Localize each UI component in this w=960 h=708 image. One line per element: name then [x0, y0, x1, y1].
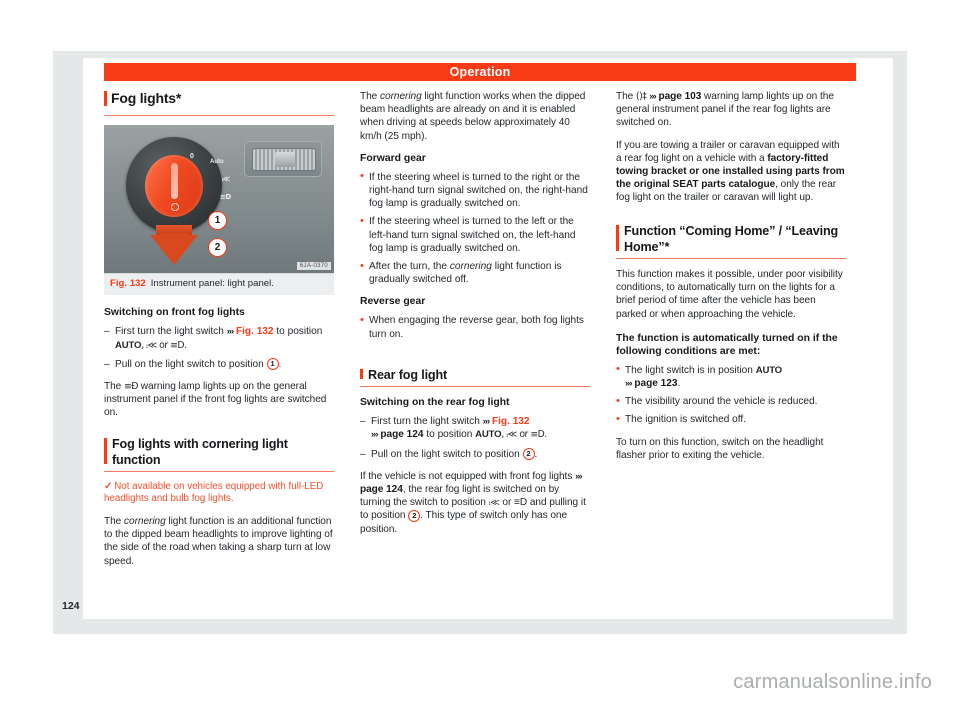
figure-caption [104, 273, 334, 295]
cornering-intro-italic: cornering [380, 91, 422, 102]
front-fog-step-2-text: Pull on the light switch to position [115, 358, 264, 370]
figure-image [104, 125, 334, 273]
cornering-intro-b: light function works when the dipped beam headlights are already on and it is enabled when driving at speeds below approximately 40 km/h (25 mph). [360, 91, 586, 142]
dimmer-hub [275, 152, 295, 167]
page-number: 124 [62, 600, 80, 612]
rear-fog-step-2-position: 2 [523, 448, 535, 460]
xref-arrows-icon-rear2: ››› [575, 470, 582, 482]
chapter-title [104, 90, 334, 108]
dial-knob-dot-icon [171, 203, 179, 211]
running-header [104, 63, 856, 81]
cornering-description-paragraph [104, 515, 334, 568]
conditions-bullets [616, 364, 846, 427]
chapter-title-text: Fog lights* [111, 90, 182, 106]
content-columns [104, 90, 860, 620]
xref-arrows-icon-right: ››› [649, 91, 656, 102]
rear-fog-step-1-symbols: , ⨾≪ or ≡D. [501, 429, 547, 441]
pull-arrow-head-icon [150, 235, 198, 265]
section-accent-bar-coming-home [616, 225, 619, 251]
section-heading-coming-home-text: Function “Coming Home” / “Leaving Home”* [624, 223, 839, 254]
condition-1-pageref: page 123 [634, 377, 678, 389]
check-icon: ✓ [104, 480, 113, 492]
cornering-desc-italic: cornering [124, 516, 166, 527]
figure-caption-label: Fig. 132 [110, 278, 146, 290]
after-turn-b: light function is gradually switched off. [369, 261, 562, 286]
reverse-gear-bullet: • When engaging the reverse gear, both fog lights turn on. [360, 314, 590, 340]
reverse-gear-bullets [360, 314, 590, 340]
figure-code: 6JA-0370 [297, 262, 331, 270]
trailer-b: , only the rear fog light on the trailer or caravan will light up. [616, 179, 837, 204]
cornering-desc-a: The [104, 516, 122, 527]
figure-132 [104, 125, 334, 295]
rear-fog-warning-lamp-paragraph [616, 90, 846, 130]
figure-callout-2: 2 [208, 238, 227, 257]
rear-warn-b: warning lamp lights up on the general instrument panel if the rear fog lights are switched on. [616, 91, 834, 129]
front-fog-step-1-figref: Fig. 132 [235, 326, 274, 338]
dial-knob-indicator [171, 163, 178, 199]
xref-arrows-icon-rear: ››› [482, 416, 490, 428]
rear-warn-pageref: page 103 [658, 91, 702, 102]
rear-fog-lamp-icon: ()‡ [636, 91, 647, 102]
column-middle [360, 90, 590, 545]
dimmer-wheel [252, 148, 316, 171]
dial-knob [145, 155, 203, 217]
front-fog-lamp-icon: ≡Đ [124, 380, 139, 392]
section-heading-rear-fog-text: Rear fog light [368, 367, 448, 382]
forward-gear-bullet-left: • If the steering wheel is turned to the left or the left-hand turn signal switched on, the left-hand fog lamp is gradually switched on. [360, 215, 590, 255]
section-rule-cornering [104, 471, 334, 472]
rear-para-a: If the vehicle is not equipped with front fog lights [360, 470, 573, 482]
heading-conditions: The function is automatically turned on if the following conditions are met: [616, 332, 838, 357]
column-right [616, 90, 846, 471]
chapter-title-accent-bar [104, 91, 107, 106]
rear-para-position: 2 [408, 510, 420, 522]
watermark: carmanualsonline.info [733, 671, 932, 693]
trailer-bold-text: factory-fitted towing bracket or one installed using parts from the original SEAT parts catalogue [616, 152, 845, 191]
heading-forward-gear: Forward gear [360, 152, 426, 164]
cornering-note-text: Not available on vehicles equipped with full-LED headlights and bulb fog lights. [104, 480, 324, 505]
cornering-availability-note [104, 481, 334, 506]
xref-arrows-icon-rear-page: ››› [371, 429, 378, 441]
coming-home-closing-paragraph: To turn on this function, switch on the headlight flasher prior to exiting the vehicle. [616, 436, 824, 461]
condition-1-period: . [677, 377, 681, 389]
front-fog-steps-list [104, 325, 334, 371]
heading-switching-on-rear-fog-light: Switching on the rear fog light [360, 397, 510, 409]
front-fog-step-1-text-a: First turn the light switch [115, 326, 224, 338]
dial-label-dipped-beam-icon: ⨾≪ [222, 175, 230, 184]
forward-gear-bullet-after-turn [360, 260, 590, 286]
front-fog-step-2 [104, 358, 334, 371]
dial-label-auto: Auto [210, 159, 224, 166]
dimmer-panel [244, 141, 322, 177]
coming-home-description: This function makes it possible, under poor visibility conditions, to automatically turn on the lights for a brief period of time after the vehicle has been parked or when approaching the vehicle. [616, 268, 843, 320]
section-heading-rear-fog-light [360, 367, 590, 383]
section-rule-rear-fog [360, 386, 590, 387]
section-heading-cornering-text: Fog lights with cornering light function [112, 436, 288, 467]
front-fog-warning-lamp-paragraph [104, 380, 334, 420]
section-heading-coming-home [616, 223, 846, 255]
front-fog-step-2-period: . [278, 358, 282, 370]
trailer-a: If you are towing a trailer or caravan equipped with a rear fog light on a vehicle with a [616, 139, 840, 164]
heading-reverse-gear: Reverse gear [360, 296, 426, 308]
figure-callout-1: 1 [208, 211, 227, 230]
front-fog-step-1-auto: AUTO [115, 339, 142, 351]
rear-fog-step-1-figref: Fig. 132 [491, 416, 530, 428]
section-heading-cornering-light [104, 436, 334, 468]
forward-gear-bullet-right: • If the steering wheel is turned to the right or the right-hand turn signal switched on, the right-hand fog lamp is gradually switched on. [360, 171, 590, 211]
section-accent-bar-rear [360, 369, 363, 379]
cornering-conditions-paragraph [360, 90, 590, 143]
xref-arrows-icon-cond: ››› [625, 377, 632, 389]
after-turn-a: After the turn, the [369, 261, 447, 273]
running-header-title: Operation [449, 65, 511, 79]
column-left [104, 90, 334, 577]
rear-fog-step-2-period: . [534, 448, 538, 460]
rear-para-c: . This type of switch only has one position. [360, 510, 568, 535]
rear-fog-step-2-text: Pull on the light switch to position [371, 448, 520, 460]
rear-para-b: , the rear fog light is switched on by turning the switch to position ⨾≪ or ≡D and pulling it to position [360, 483, 586, 522]
trailer-caravan-paragraph [616, 139, 846, 205]
cornering-desc-b: light function is an additional function to the dipped beam headlights to improve lighting of the side of the road when taking a sharp turn at low speed. [104, 516, 333, 567]
front-fog-warning-a: The [104, 380, 122, 392]
xref-arrows-icon: ››› [226, 326, 234, 338]
condition-1-text: The light switch is in position [625, 364, 753, 376]
rear-fog-step-1-text-a: First turn the light switch [371, 416, 480, 428]
section-accent-bar [104, 438, 107, 464]
section-rule-coming-home [616, 258, 846, 259]
figure-caption-text: Instrument panel: light panel. [150, 278, 274, 290]
after-turn-italic: cornering [449, 261, 492, 273]
condition-light-switch-auto [616, 364, 846, 390]
rear-para-pageref: page 124 [360, 483, 403, 495]
front-fog-step-1-symbols: , ⨾≪ or ≡D. [141, 339, 187, 351]
dial-label-off: 0 [190, 153, 194, 161]
rear-fog-steps-list [360, 415, 590, 461]
forward-gear-bullets [360, 171, 590, 287]
rear-fog-no-front-fog-paragraph [360, 470, 590, 536]
chapter-title-rule [104, 115, 334, 116]
rear-fog-step-1-auto: AUTO [475, 429, 502, 441]
rear-fog-step-1 [360, 415, 590, 441]
condition-ignition-off: • The ignition is switched off. [616, 413, 846, 426]
cornering-intro-a: The [360, 91, 378, 102]
rear-fog-step-1-text-b: to position [426, 429, 473, 441]
dial-label-low-beam-icon: ≡D [220, 193, 231, 202]
front-fog-warning-b: warning lamp lights up on the general instrument panel if the front fog lights are switched on. [104, 380, 327, 419]
condition-1-auto: AUTO [755, 364, 782, 376]
rear-warn-a: The [616, 91, 634, 102]
rear-fog-step-2 [360, 448, 590, 461]
front-fog-step-1 [104, 325, 334, 351]
front-fog-step-1-text-b: to position [276, 326, 323, 338]
front-fog-step-2-position: 1 [267, 358, 279, 370]
condition-visibility-reduced: • The visibility around the vehicle is reduced. [616, 395, 846, 408]
rear-fog-step-1-pageref: page 124 [380, 429, 424, 441]
heading-switching-on-front-fog-lights: Switching on front fog lights [104, 307, 245, 319]
